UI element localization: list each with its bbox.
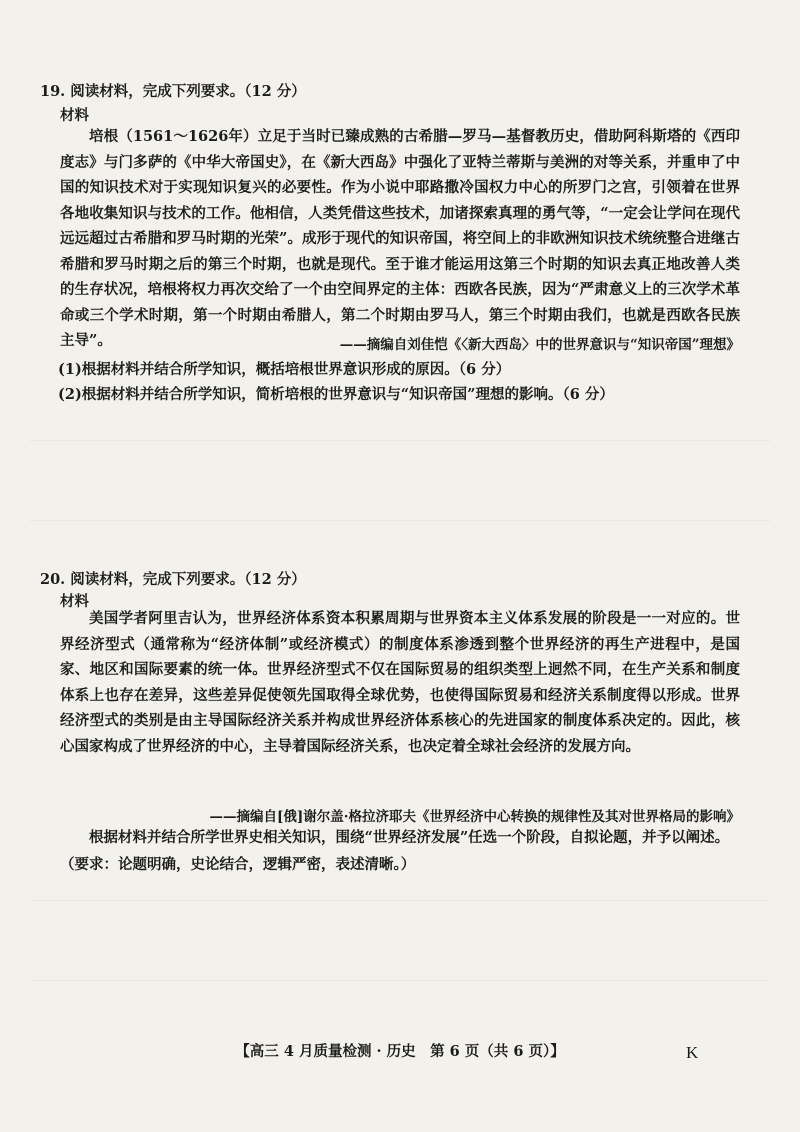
question-19-source: ——摘编自刘佳恺《〈新大西岛〉中的世界意识与“知识帝国”理想》 xyxy=(339,337,740,353)
page-footer: 【高三 4 月质量检测 · 历史 第 6 页（共 6 页）】 xyxy=(235,1043,565,1060)
bleed-through-line xyxy=(30,980,770,981)
question-19-subquestion-1: (1)根据材料并结合所学知识，概括培根世界意识形成的原因。（6 分） xyxy=(58,361,511,378)
question-19-material-label: 材料 xyxy=(60,107,89,124)
bleed-through-line xyxy=(30,440,770,441)
question-19-subquestion-2: (2)根据材料并结合所学知识，简析培根的世界意识与“知识帝国”理想的影响。（6 分） xyxy=(58,386,614,403)
question-20-task: 根据材料并结合所学世界史相关知识，围绕“世界经济发展”任选一个阶段，自拟论题，并予以阐述。（要求：论题明确，史论结合，逻辑严密，表述清晰。） xyxy=(60,829,730,873)
question-19-title: 19. 阅读材料，完成下列要求。（12 分） xyxy=(40,83,306,100)
version-mark: K xyxy=(686,1043,699,1062)
bleed-through-line xyxy=(30,900,770,901)
question-20-title: 20. 阅读材料，完成下列要求。（12 分） xyxy=(40,571,306,588)
question-20-material-label: 材料 xyxy=(60,593,89,610)
question-20-source: ——摘编自[俄]谢尔盖·格拉济耶夫《世界经济中心转换的规律性及其对世界格局的影响》 xyxy=(209,809,740,825)
question-19-material-text: 培根（1561～1626年）立足于当时已臻成熟的古希腊—罗马—基督教历史，借助阿科斯塔的《西印度志》与门多萨的《中华大帝国史》，在《新大西岛》中强化了亚特兰蒂斯与美洲的对等关系，并重申了中国的知识技术对于实现知识复兴的必要性。作为小说中耶路撒冷国权力中心的所罗门之宫，引领着在世界各地收集知识与技术的工作。他相信，人类凭借这些技术，加诸探索真理的勇气等，“一定会让学问在现代远远超过古希腊和罗马时期的光荣”。成形于现代的知识帝国，将空间上的非欧洲知识技术统统整合进继古希腊和罗马时期之后的第三个时期，也就是现代。至于谁才能运用这第三个时期的知识去真正地改善人类的生存状况，培根将权力再次交给了一个由空间界定的主体：西欧各民族，因为“严肃意义上的三次学术革命或三个学术时期，第一个时期由希腊人，第二个时期由罗马人，第三个时期由我们，也就是西欧各民族主导”。 xyxy=(60,128,740,349)
question-20-material-text: 美国学者阿里吉认为，世界经济体系资本积累周期与世界资本主义体系发展的阶段是一一对应的。世界经济型式（通常称为“经济体制”或经济模式）的制度体系渗透到整个世界经济的再生产进程中，是国家、地区和国际要素的统一体。世界经济型式不仅在国际贸易的组织类型上迥然不同，在生产关系和制度体系上也存在差异，这些差异促使领先国取得全球优势，也使得国际贸易和经济关系制度得以形成。世界经济型式的类别是由主导国际经济关系并构成世界经济体系核心的先进国家的制度体系决定的。因此，核心国家构成了世界经济的中心，主导着国际经济关系，也决定着全球社会经济的发展方向。 xyxy=(60,610,740,755)
bleed-through-line xyxy=(30,520,770,521)
